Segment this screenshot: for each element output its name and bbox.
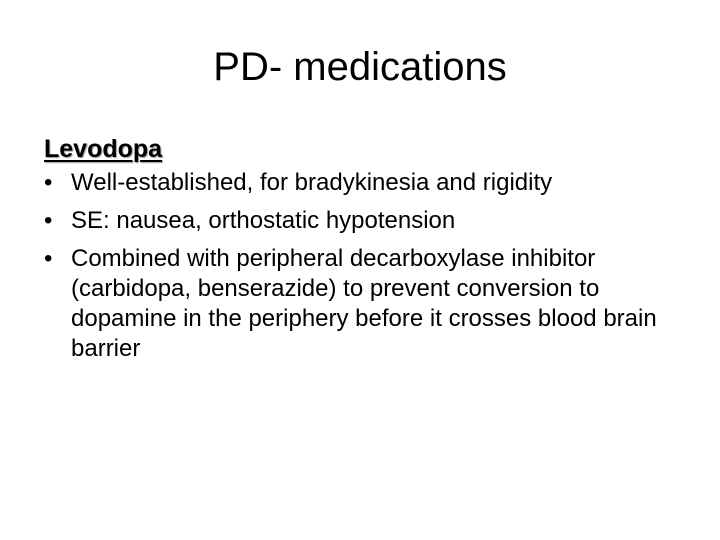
bullet-list bbox=[44, 168, 684, 364]
slide-body bbox=[44, 134, 684, 372]
bullet-icon: • bbox=[44, 207, 53, 234]
bullet-icon: • bbox=[44, 169, 53, 196]
bullet-icon: • bbox=[44, 245, 53, 272]
bullet-item bbox=[44, 244, 684, 364]
bullet-item bbox=[44, 206, 684, 236]
bullet-text: Combined with peripheral decarboxylase inhibitor (carbidopa, benserazide) to prevent conversion to dopamine in the periphery before it crosses blood brain barrier bbox=[71, 245, 657, 362]
bullet-text: SE: nausea, orthostatic hypotension bbox=[71, 207, 456, 234]
slide-title: PD- medications bbox=[213, 45, 507, 89]
section-heading: Levodopa bbox=[44, 135, 163, 163]
bullet-item bbox=[44, 168, 684, 198]
bullet-text: Well-established, for bradykinesia and rigidity bbox=[71, 169, 553, 196]
